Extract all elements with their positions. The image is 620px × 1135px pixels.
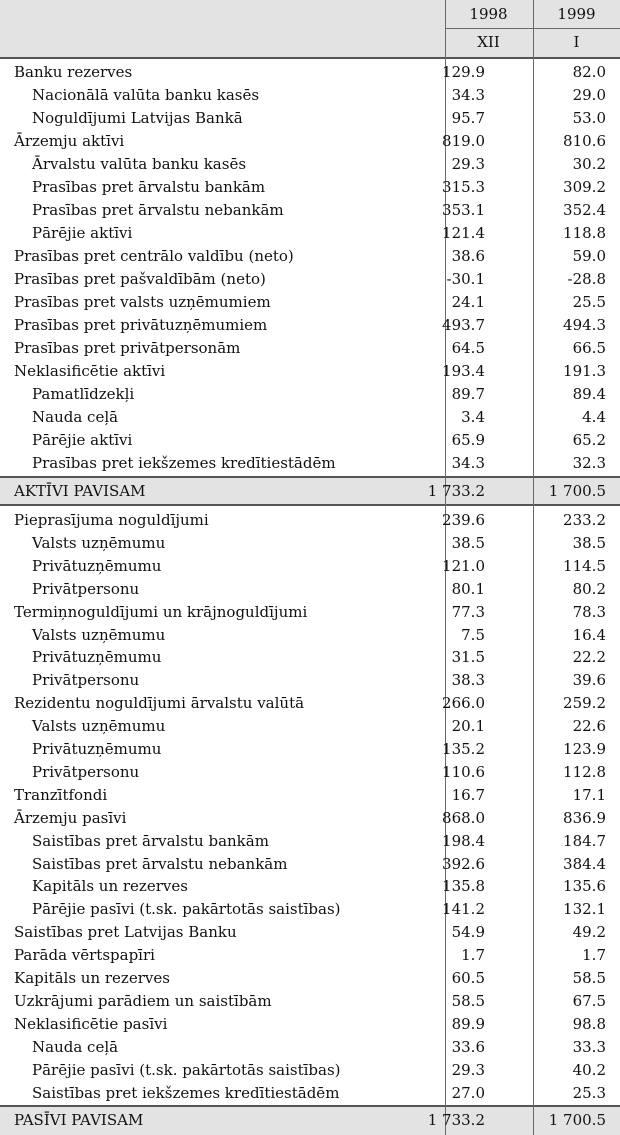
row-label: Kapitāls un rezerves: [32, 877, 188, 896]
row-label: Saistības pret ārvalstu nebankām: [32, 854, 288, 873]
value-1999: 82.0: [572, 63, 606, 81]
value-1999: 810.6: [563, 132, 606, 150]
assets-total-1998: 1 733.2: [427, 482, 485, 500]
row-label: Nauda ceļā: [32, 408, 119, 426]
table-row: [0, 555, 620, 577]
row-label: Privātpersonu: [32, 762, 140, 781]
table-header: [0, 0, 620, 57]
row-label: Saistības pret Latvijas Banku: [14, 923, 237, 942]
value-1999: 38.5: [572, 533, 606, 552]
table-row: [0, 532, 620, 554]
row-label: Prasības pret ārvalstu nebankām: [32, 201, 284, 219]
value-1999: 22.6: [572, 717, 606, 736]
table-row: [0, 1082, 620, 1104]
liabilities-total-1999: 1 700.5: [548, 1111, 606, 1129]
value-1998: 89.9: [451, 1014, 485, 1033]
table-row: [0, 578, 620, 600]
value-1998: 58.5: [451, 991, 485, 1010]
row-label: Pārējie pasīvi (t.sk. pakārtotās saistības): [32, 1060, 341, 1079]
value-1998: 121.4: [442, 224, 485, 242]
value-1998: -30.1: [446, 270, 485, 288]
value-1999: 59.0: [572, 247, 606, 265]
table-row: [0, 761, 620, 783]
table-row: [0, 624, 620, 646]
table-row: [0, 738, 620, 760]
table-row: [0, 509, 620, 531]
value-1999: 30.2: [572, 155, 606, 173]
table-row: [0, 944, 620, 966]
value-1998: 135.2: [442, 740, 485, 758]
table-row: [0, 222, 620, 244]
row-label: Termiņnoguldījumi un krājnoguldījumi: [14, 602, 308, 621]
row-label: Saistības pret ārvalstu bankām: [32, 831, 269, 850]
value-1999: 66.5: [572, 339, 606, 357]
value-1998: 266.0: [442, 694, 485, 713]
row-label: Ārvalstu valūta banku kasēs: [32, 155, 247, 173]
value-1999: 17.1: [572, 785, 606, 804]
value-1999: 58.5: [572, 969, 606, 987]
table-row: [0, 383, 620, 405]
value-1998: 493.7: [442, 316, 485, 334]
liabilities-total-label: PASĪVI PAVISAM: [14, 1111, 144, 1129]
table-row: [0, 807, 620, 829]
value-1999: 29.0: [572, 86, 606, 104]
value-1998: 60.5: [451, 969, 485, 987]
value-1999: 4.4: [582, 408, 606, 426]
assets-rule: [0, 476, 620, 478]
liabilities-total-1998: 1 733.2: [427, 1111, 485, 1129]
table-row: [0, 314, 620, 336]
value-1999: -28.8: [567, 270, 606, 288]
value-1998: 38.3: [451, 671, 485, 690]
row-label: Prasības pret pašvaldībām (neto): [14, 270, 266, 288]
row-label: Ārzemju aktīvi: [14, 132, 125, 150]
row-label: Rezidentu noguldījumi ārvalstu valūtā: [14, 694, 305, 713]
value-1998: 29.3: [451, 155, 485, 173]
liabilities-rule: [0, 1105, 620, 1107]
value-1999: 118.8: [563, 224, 606, 242]
table-row: [0, 853, 620, 875]
row-label: Neklasificētie pasīvi: [14, 1014, 168, 1033]
value-1999: 89.4: [572, 385, 606, 403]
assets-total-label: AKTĪVI PAVISAM: [14, 482, 146, 500]
value-1999: 259.2: [563, 694, 606, 713]
table-row: [0, 830, 620, 852]
row-label: Ārzemju pasīvi: [14, 808, 127, 827]
value-1998: 33.6: [451, 1037, 485, 1056]
value-1998: 34.3: [451, 454, 485, 472]
table-row: [0, 1013, 620, 1035]
row-label: Nacionālā valūta banku kasēs: [32, 86, 260, 104]
row-label: Nauda ceļā: [32, 1037, 119, 1056]
value-1999: 184.7: [563, 831, 606, 850]
row-label: Valsts uzņēmumu: [32, 533, 166, 552]
value-1998: 38.5: [451, 533, 485, 552]
value-1999: 123.9: [563, 740, 606, 758]
value-1999: 49.2: [572, 923, 606, 942]
table-row: [0, 107, 620, 129]
value-1998: 141.2: [442, 900, 485, 919]
year-1999: 1999: [557, 5, 596, 23]
value-1998: 65.9: [451, 431, 485, 449]
value-1999: 233.2: [563, 511, 606, 529]
assets-total-row: [0, 480, 620, 502]
table-row: [0, 692, 620, 714]
row-label: Prasības pret privātuzņēmumiem: [14, 316, 268, 334]
value-1998: 198.4: [442, 831, 485, 850]
value-1999: 25.3: [572, 1083, 606, 1102]
value-1999: 191.3: [563, 362, 606, 380]
value-1999: 40.2: [572, 1060, 606, 1079]
value-1998: 29.3: [451, 1060, 485, 1079]
table-row: [0, 337, 620, 359]
value-1998: 95.7: [451, 109, 485, 127]
table-row: [0, 61, 620, 83]
value-1998: 315.3: [442, 178, 485, 196]
row-label: Tranzītfondi: [14, 785, 108, 804]
row-label: Kapitāls un rezerves: [14, 969, 170, 987]
row-label: Privātpersonu: [32, 671, 140, 690]
row-label: Saistības pret iekšzemes kredītiestādēm: [32, 1083, 340, 1102]
row-label: Prasības pret ārvalstu bankām: [32, 178, 266, 196]
value-1998: 121.0: [442, 556, 485, 575]
row-label: Privātuzņēmumu: [32, 556, 162, 575]
row-label: Uzkrājumi parādiem un saistībām: [14, 991, 272, 1010]
value-1999: 352.4: [563, 201, 606, 219]
value-1998: 80.1: [451, 579, 485, 598]
value-1998: 3.4: [461, 408, 485, 426]
table-row: [0, 268, 620, 290]
value-1998: 89.7: [451, 385, 485, 403]
row-label: Pieprasījuma noguldījumi: [14, 511, 209, 529]
assets-total-1999: 1 700.5: [548, 482, 606, 500]
table-row: [0, 176, 620, 198]
value-1999: 33.3: [572, 1037, 606, 1056]
table-row: [0, 199, 620, 221]
value-1999: 132.1: [563, 900, 606, 919]
value-1999: 114.5: [563, 556, 606, 575]
table-row: [0, 452, 620, 474]
value-1998: 392.6: [442, 854, 485, 873]
value-1998: 27.0: [451, 1083, 485, 1102]
value-1998: 54.9: [451, 923, 485, 942]
table-row: [0, 967, 620, 989]
value-1999: 53.0: [572, 109, 606, 127]
table-row: [0, 601, 620, 623]
row-label: Prasības pret centrālo valdību (neto): [14, 247, 294, 265]
value-1999: 25.5: [572, 293, 606, 311]
value-1998: 110.6: [442, 762, 485, 781]
row-label: Pārējie aktīvi: [32, 224, 133, 242]
row-label: Parāda vērtspapīri: [14, 946, 155, 965]
table-row: [0, 291, 620, 313]
liabilities-total-row: [0, 1109, 620, 1131]
table-row: [0, 1059, 620, 1081]
header-rule: [0, 57, 620, 59]
value-1998: 868.0: [442, 808, 485, 827]
row-label: Banku rezerves: [14, 63, 133, 81]
table-row: [0, 406, 620, 428]
value-1998: 7.5: [461, 625, 485, 644]
year-1998: 1998: [469, 5, 508, 23]
value-1998: 24.1: [451, 293, 485, 311]
value-1999: 309.2: [563, 178, 606, 196]
month-xii: XII: [477, 33, 500, 51]
value-1998: 193.4: [442, 362, 485, 380]
row-label: Pārējie pasīvi (t.sk. pakārtotās saistības): [32, 900, 341, 919]
value-1999: 98.8: [572, 1014, 606, 1033]
row-label: Prasības pret valsts uzņēmumiem: [14, 293, 271, 311]
row-label: Valsts uzņēmumu: [32, 717, 166, 736]
value-1998: 129.9: [442, 63, 485, 81]
row-label: Pārējie aktīvi: [32, 431, 133, 449]
value-1998: 64.5: [451, 339, 485, 357]
table-row: [0, 921, 620, 943]
value-1999: 67.5: [572, 991, 606, 1010]
table-row: [0, 153, 620, 175]
value-1999: 80.2: [572, 579, 606, 598]
value-1998: 16.7: [451, 785, 485, 804]
table-row: [0, 130, 620, 152]
row-label: Valsts uzņēmumu: [32, 625, 166, 644]
value-1998: 239.6: [442, 511, 485, 529]
table-row: [0, 84, 620, 106]
table-row: [0, 875, 620, 897]
value-1999: 384.4: [563, 854, 606, 873]
table-row: [0, 898, 620, 920]
table-row: [0, 360, 620, 382]
value-1998: 353.1: [442, 201, 485, 219]
table-row: [0, 245, 620, 267]
value-1999: 1.7: [582, 946, 606, 965]
table-row: [0, 429, 620, 451]
row-label: Privātuzņēmumu: [32, 648, 162, 667]
value-1999: 836.9: [563, 808, 606, 827]
table-row: [0, 646, 620, 668]
value-1999: 39.6: [572, 671, 606, 690]
row-label: Prasības pret privātpersonām: [14, 339, 241, 357]
table-row: [0, 784, 620, 806]
value-1999: 16.4: [572, 625, 606, 644]
value-1998: 38.6: [451, 247, 485, 265]
value-1998: 1.7: [461, 946, 485, 965]
table-row: [0, 715, 620, 737]
assets-total-rule: [0, 504, 620, 506]
month-i: I: [573, 33, 580, 51]
row-label: Noguldījumi Latvijas Bankā: [32, 109, 243, 127]
row-label: Neklasificētie aktīvi: [14, 362, 166, 380]
value-1998: 77.3: [451, 602, 485, 621]
value-1999: 78.3: [572, 602, 606, 621]
value-1998: 20.1: [451, 717, 485, 736]
value-1998: 31.5: [451, 648, 485, 667]
value-1999: 112.8: [563, 762, 606, 781]
value-1999: 65.2: [572, 431, 606, 449]
value-1998: 135.8: [442, 877, 485, 896]
value-1998: 819.0: [442, 132, 485, 150]
row-label: Privātuzņēmumu: [32, 740, 162, 758]
value-1999: 135.6: [563, 877, 606, 896]
row-label: Prasības pret iekšzemes kredītiestādēm: [32, 454, 336, 472]
value-1999: 494.3: [563, 316, 606, 334]
table-row: [0, 1036, 620, 1058]
value-1999: 22.2: [572, 648, 606, 667]
value-1999: 32.3: [572, 454, 606, 472]
table-row: [0, 669, 620, 691]
row-label: Pamatlīdzekļi: [32, 385, 135, 403]
row-label: Privātpersonu: [32, 579, 140, 598]
value-1998: 34.3: [451, 86, 485, 104]
table-row: [0, 990, 620, 1012]
